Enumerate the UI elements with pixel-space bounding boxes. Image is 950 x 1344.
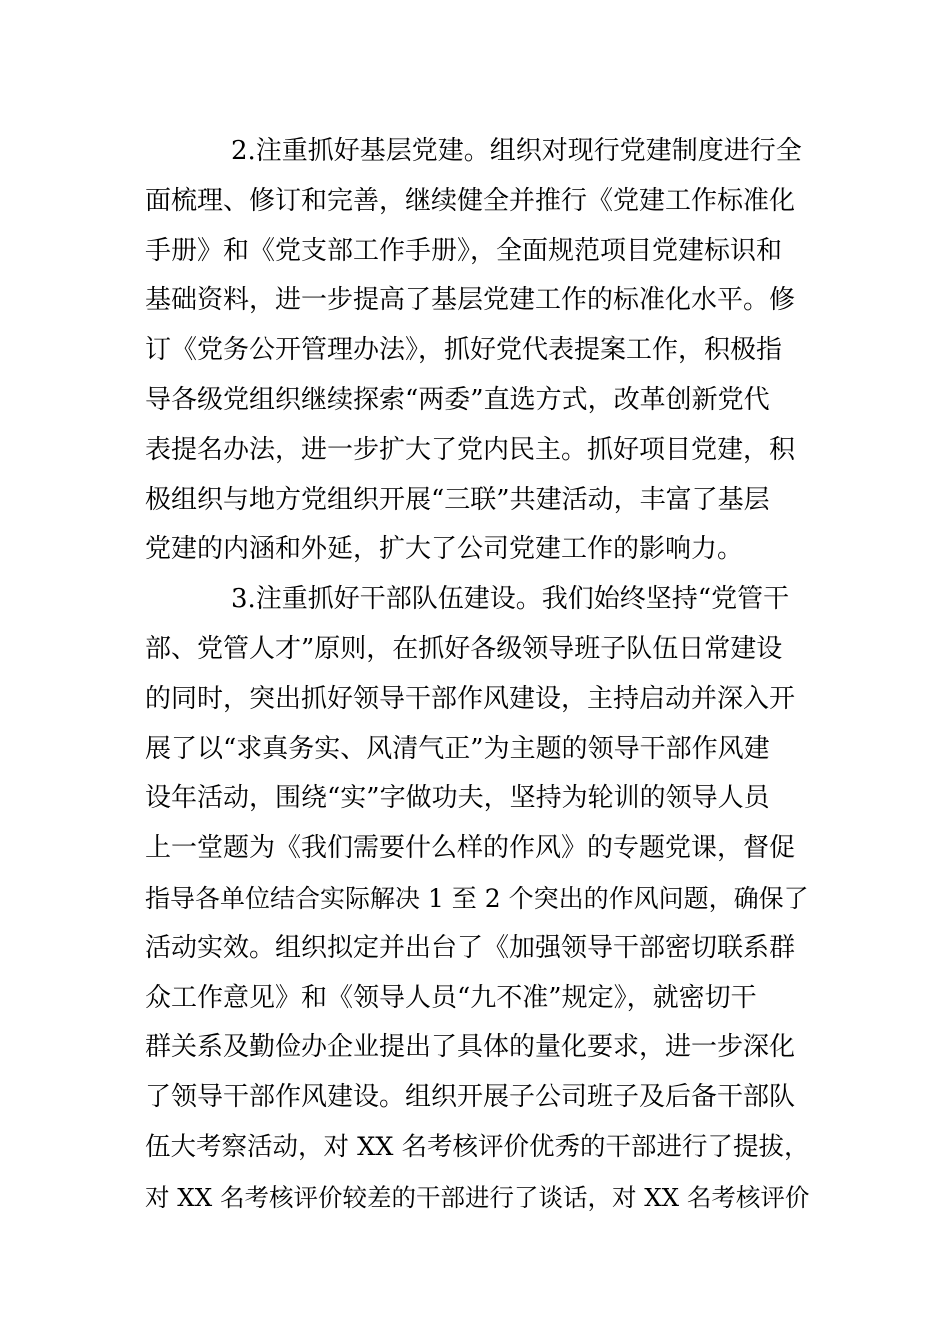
paragraph-line: 表提名办法，进一步扩大了党内民主。抓好项目党建，积 [145, 434, 796, 465]
paragraph-line: 展了以“求真务实、风清气正”为主题的领导干部作风建 [145, 733, 770, 764]
paragraph-first-line: 3.注重抓好干部队伍建设。我们始终坚持“党管干 [231, 584, 790, 615]
paragraph-line: 基础资料，进一步提高了基层党建工作的标准化水平。修 [145, 285, 796, 316]
paragraph-line: 活动实效。组织拟定并出台了《加强领导干部密切联系群 [145, 932, 796, 963]
paragraph-line: 订《党务公开管理办法》，抓好党代表提案工作，积极指 [145, 335, 783, 366]
paragraph-first-line: 2.注重抓好基层党建。组织对现行党建制度进行全 [231, 136, 802, 166]
paragraph-line: 对 XX 名考核评价较差的干部进行了谈话，对 XX 名考核评价 [145, 1182, 810, 1212]
paragraph-line: 的同时，突出抓好领导干部作风建设，主持启动并深入开 [145, 683, 796, 714]
paragraph-line: 指导各单位结合实际解决 1 至 2 个突出的作风问题，确保了 [145, 883, 809, 913]
paragraph-line: 党建的内涵和外延，扩大了公司党建工作的影响力。 [145, 534, 744, 565]
paragraph-line: 群关系及勤俭办企业提出了具体的量化要求，进一步深化 [145, 1032, 796, 1063]
paragraph-line: 手册》和《党支部工作手册》，全面规范项目党建标识和 [145, 235, 783, 266]
paragraph-line: 上一堂题为《我们需要什么样的作风》的专题党课，督促 [145, 833, 796, 864]
paragraph-line: 了领导干部作风建设。组织开展子公司班子及后备干部队 [145, 1082, 796, 1113]
paragraph-line: 伍大考察活动，对 XX 名考核评价优秀的干部进行了提拔， [145, 1131, 810, 1162]
body-text [145, 127, 810, 1223]
paragraph-line: 面梳理、修订和完善，继续健全并推行《党建工作标准化 [145, 185, 796, 216]
paragraph-line: 设年活动，围绕“实”字做功夫，坚持为轮训的领导人员 [145, 783, 770, 814]
paragraph-line: 导各级党组织继续探索“两委”直选方式，改革创新党代 [145, 384, 770, 415]
paragraph-line: 极组织与地方党组织开展“三联”共建活动，丰富了基层 [145, 484, 770, 515]
paragraph-line: 众工作意见》和《领导人员“九不准”规定》，就密切干 [145, 982, 757, 1013]
paragraph-line: 部、党管人才”原则，在抓好各级领导班子队伍日常建设 [145, 633, 783, 664]
